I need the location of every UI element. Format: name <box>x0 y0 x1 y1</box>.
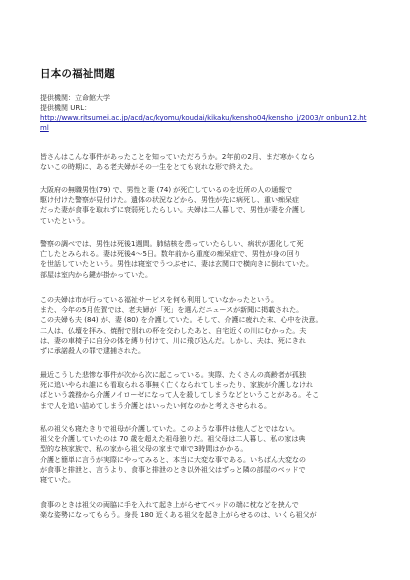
paragraph-line: 二人は、仏壇を拝み、焼酎で別れの杯を交わしたあと、自宅近くの川にむかった。夫 <box>40 326 307 335</box>
paragraph-line: は、妻の車椅子に自分の体を縛り付けて、川に飛び込んだ。しかし、夫は、死にきれ <box>40 336 306 345</box>
paragraph-line: ていたという。 <box>40 216 89 225</box>
paragraph-3 <box>40 239 378 280</box>
paragraph-line: が食事と排泄と、言うより、食事と排泄のとき以外祖父はずっと隣の部屋のベッドで <box>40 465 306 474</box>
source-url-link[interactable]: http://www.ritsumei.ac.jp/acd/ac/kyomu/koudai/kikaku/kensho04/kensho_j/2003/r onbun12.html <box>40 114 367 132</box>
paragraph-line: 亡したとみられる。妻は死後4〜5日。数年前から重度の痴呆症で、男性が身の回り <box>40 250 301 259</box>
paragraph-line: この夫婦も夫 (84) が、妻 (80) を介護していた。そして、介護に疲れた末、心中を決意。 <box>40 316 323 325</box>
paragraph-line: 私の祖父も寝たきりで祖母が介護していた。このような事件は他人ごとではない。 <box>40 425 299 433</box>
paragraph-line: 食事のときは祖父の両脇に手を入れて起き上がらせてベッドの端に枕などを挟んで <box>40 501 299 509</box>
paragraph-5 <box>40 370 378 411</box>
paragraph-4 <box>40 295 378 356</box>
paragraph-line: まで人を追い詰めてしまう介護とはいったい何なのかと考えさせられる。 <box>40 401 271 410</box>
paragraph-7 <box>40 500 378 520</box>
paragraph-line: 介護と簡単に言うが実際にやってみると、本当に大変な事である。いちばん大変なの <box>40 455 306 464</box>
paragraph-line: だった妻が食事を取れずに衰弱死したらしい。夫婦は二人暮しで、男性が妻を介護し <box>40 206 306 215</box>
paragraph-2 <box>40 185 378 226</box>
paragraph-line: 寝ていた。 <box>40 476 75 485</box>
paragraph-line: ないこの時期に、ある老夫婦がその一生をとても哀れな形で終えた。 <box>40 163 257 172</box>
document-title: 日本の福祉問題 <box>40 68 115 80</box>
paragraph-line: 警察の調べでは、男性は死後1週間。肺結核を患っていたらしい、病状が悪化して死 <box>40 240 304 248</box>
paragraph-1 <box>40 152 378 172</box>
paragraph-line: 型的な核家族で、私の家から祖父母の家まで車で3時間はかかる。 <box>40 445 248 454</box>
paragraph-line: 楽な姿勢になってもらう。身長 180 近くある祖父を起き上がらせるのは、いくら祖父が <box>40 511 317 520</box>
document-meta <box>40 93 370 133</box>
paragraph-line: を世話していたという。男性は寝室でうつぶせに、妻は玄関口で横向きに倒れていた。 <box>40 260 313 269</box>
paragraph-line: ばという義務から介護ノイローゼになって人を殺してしまうなどということがある。そこ <box>40 391 320 400</box>
paragraph-line: また、今年の5月佐賀では、老夫婦が「死」を選んだニュースが新聞に掲載された。 <box>40 306 304 315</box>
paragraph-line: 部屋は室内から鍵が掛かっていた。 <box>40 270 152 279</box>
paragraph-line: ずに承諾殺人の罪で逮捕された。 <box>40 347 145 356</box>
provider-line: 提供機関：立命館大学 <box>40 94 110 102</box>
paragraph-line: 大阪府の無職男性(79) で、男性と妻 (74) が死亡しているのを近所の人の通報で <box>40 186 293 194</box>
paragraph-line: 死に追いやられ誰にも看取られる事無く亡くなられてしまったり、家族が介護しなけれ <box>40 381 313 390</box>
paragraph-line: 駆け付けた警察が見付けた。遺体の状況などから、男性が先に病死し、重い痴呆症 <box>40 196 299 205</box>
paragraph-line: 皆さんはこんな事件があったことを知っていただろうか。2年前の2月、まだ寒かくなら <box>40 153 315 161</box>
paragraph-line: 最近こうした悲惨な事件が次から次に起こっている。実際、たくさんの高齢者が孤独 <box>40 371 306 379</box>
paragraph-line: 祖父を介護していたのは 70 歳を超えた祖母独りだ。祖父母は二人暮し、私の家は典 <box>40 435 306 444</box>
paragraph-6 <box>40 424 378 485</box>
paragraph-line: この夫婦は市が行っている福祉サービスを何も利用していなかったという。 <box>40 296 278 304</box>
url-label: 提供機関 URL： <box>40 104 92 112</box>
